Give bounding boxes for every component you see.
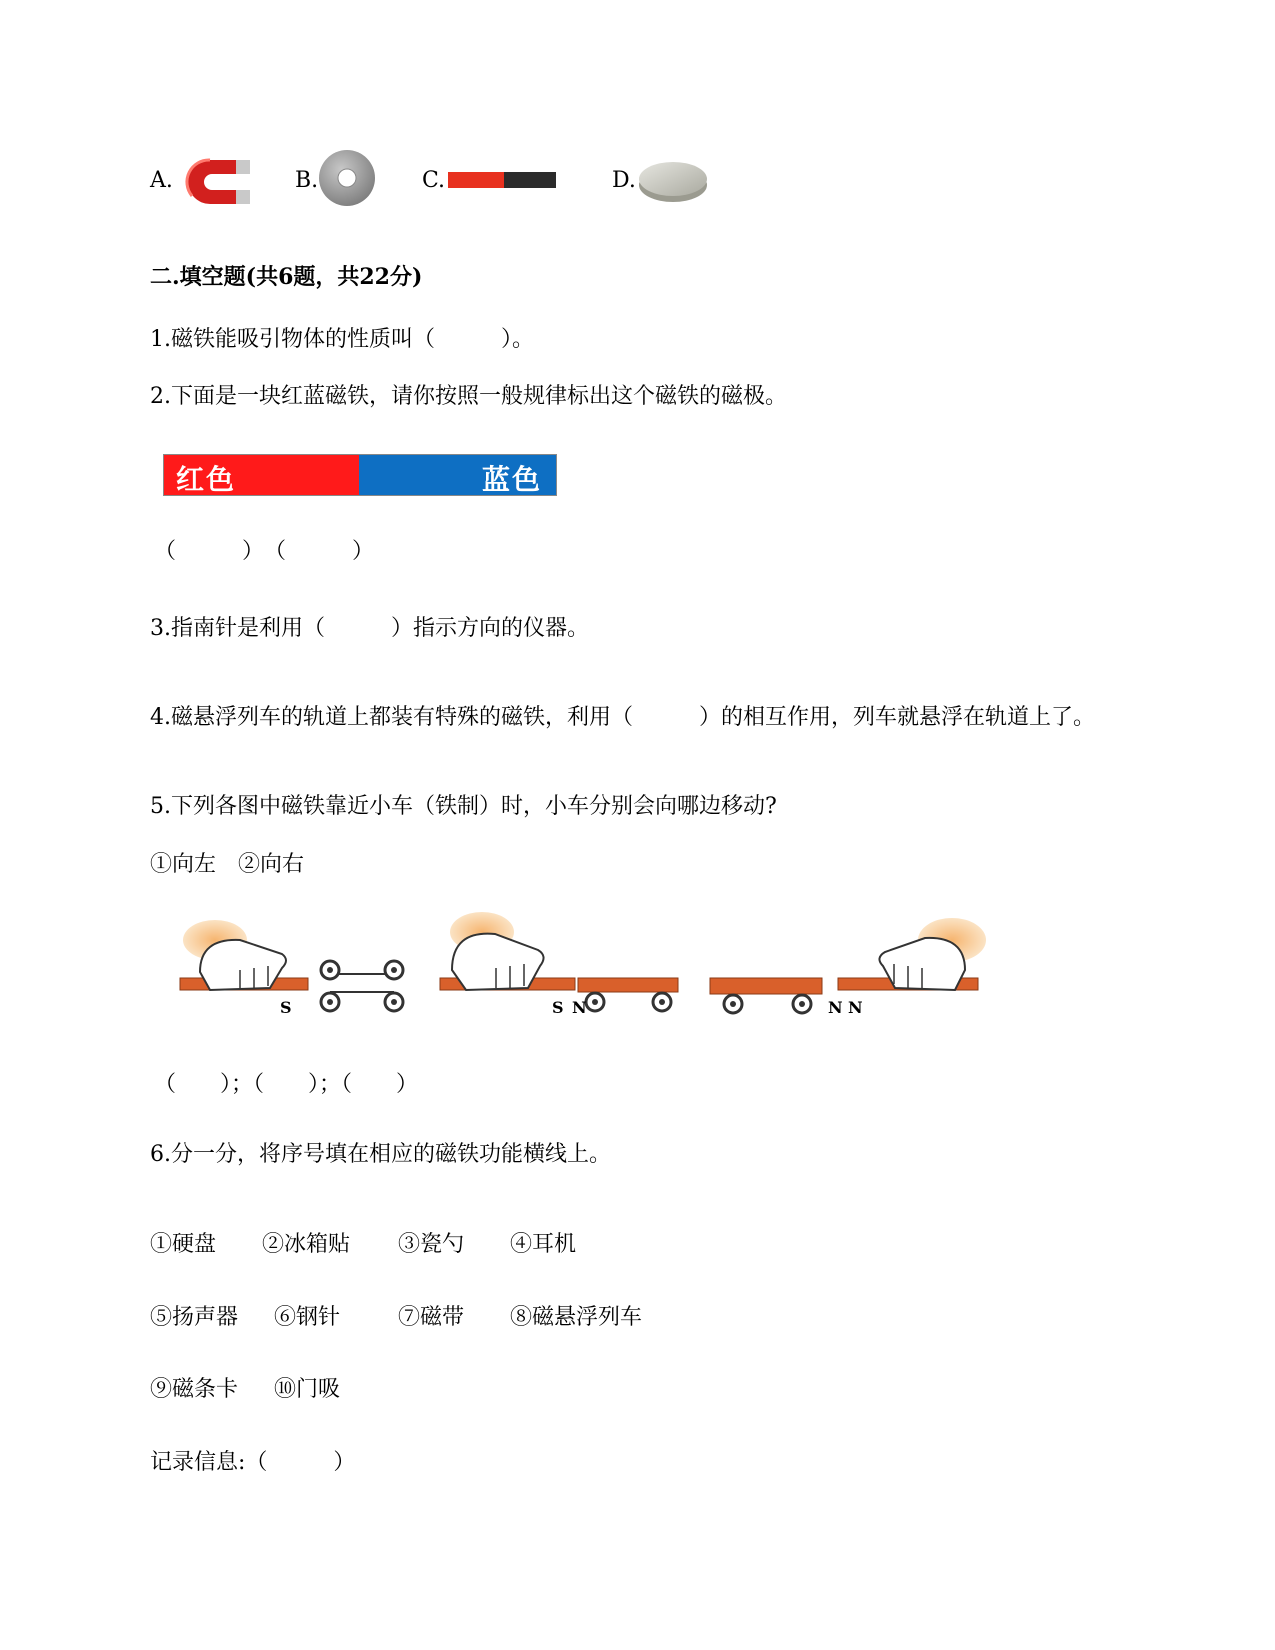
pole-s-scene2: S: [552, 998, 564, 1017]
cart-1: [321, 961, 403, 1011]
q6-item-10: ⑩门吸: [274, 1377, 341, 1402]
q6-item-4: ④耳机: [510, 1232, 577, 1257]
pole-n-scene3-cart: N: [828, 998, 843, 1017]
q6-item-9: ⑨磁条卡: [150, 1377, 239, 1402]
question-6: 6.分一分，将序号填在相应的磁铁功能横线上。: [150, 1142, 611, 1167]
ring-magnet-icon: [317, 148, 377, 208]
pole-n-scene3-magnet: N: [848, 998, 863, 1017]
question-3: 3.指南针是利用（ ）指示方向的仪器。: [150, 616, 589, 641]
question-5-blanks: （ ）；（ ）；（ ）: [154, 1072, 419, 1097]
cart-3: [710, 978, 822, 1013]
question-2: 2.下面是一块红蓝磁铁，请你按照一般规律标出这个磁铁的磁极。: [150, 384, 787, 409]
question-2-blanks: （ ） （ ）: [154, 539, 375, 564]
question-1: 1.磁铁能吸引物体的性质叫（ ）。: [150, 327, 534, 352]
q6-item-5: ⑤扬声器: [150, 1305, 239, 1330]
blue-label: 蓝色: [481, 463, 542, 496]
magnet-blue-half: [359, 455, 556, 495]
magnet-cart-illustration: [170, 910, 1020, 1025]
question-5-choices: ①向左 ②向右: [150, 852, 305, 877]
q6-item-2: ②冰箱贴: [262, 1232, 351, 1257]
option-d-label: D.: [612, 168, 636, 193]
q6-item-8: ⑧磁悬浮列车: [510, 1305, 643, 1330]
q6-item-6: ⑥钢针: [274, 1305, 341, 1330]
red-label: 红色: [176, 463, 237, 496]
q6-record: 记录信息:（ ）: [150, 1450, 356, 1475]
section-heading: 二.填空题(共6题，共22分): [150, 264, 423, 290]
q6-item-1: ①硬盘: [150, 1232, 217, 1257]
option-c-label: C.: [422, 168, 446, 193]
red-blue-magnet: [163, 454, 557, 496]
horseshoe-magnet-icon: [170, 150, 255, 210]
disc-magnet-icon: [636, 155, 710, 205]
option-b-label: B.: [295, 168, 319, 193]
magnet-red-half: [164, 455, 359, 495]
bar-magnet-icon: [446, 168, 558, 192]
question-4: 4.磁悬浮列车的轨道上都装有特殊的磁铁，利用（ ）的相互作用，列车就悬浮在轨道上了。: [150, 705, 1095, 730]
option-a-label: A.: [150, 168, 173, 193]
q6-item-3: ③瓷勺: [398, 1232, 465, 1257]
pole-s-scene1: S: [280, 998, 292, 1017]
q6-item-7: ⑦磁带: [398, 1305, 465, 1330]
question-5: 5.下列各图中磁铁靠近小车（铁制）时，小车分别会向哪边移动?: [150, 794, 777, 819]
scene-2: [440, 912, 678, 1011]
cart-2: [578, 978, 678, 1011]
pole-n-scene2: N: [572, 998, 587, 1017]
